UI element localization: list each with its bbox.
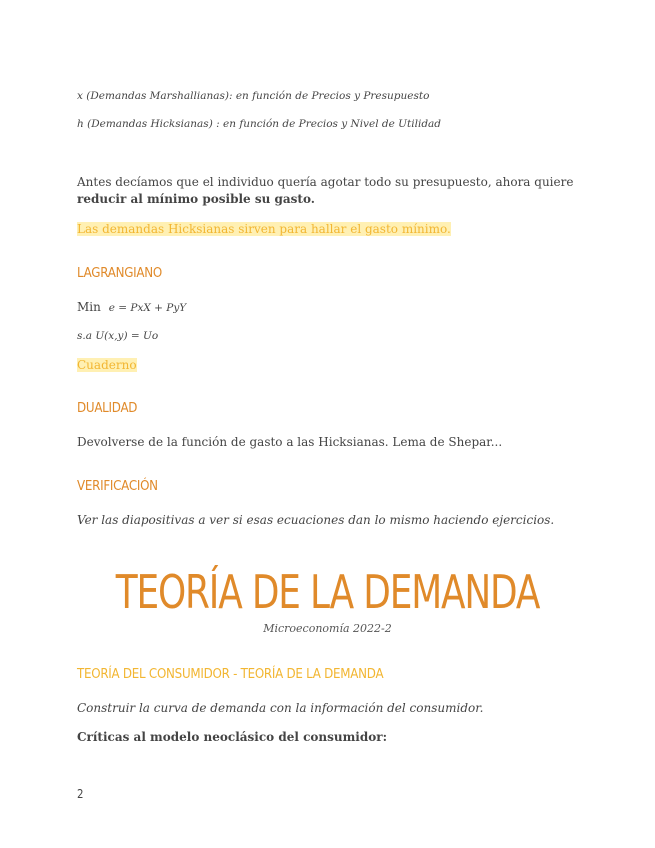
heading-dualidad: DUALIDAD — [77, 400, 138, 416]
paragraph-gasto — [77, 174, 577, 208]
min-formula: e = PxX + PyY — [108, 302, 187, 314]
verificacion-text: Ver las diapositivas a ver si esas ecuaciones dan lo mismo haciendo ejercicios. — [77, 513, 555, 527]
min-label: Min — [77, 300, 101, 314]
hicksian-demand-line: h (Demandas Hicksianas) : en función de Precios y Nivel de Utilidad — [77, 118, 442, 130]
paragraph-bold-text: reducir al mínimo posible su gasto. — [77, 192, 315, 206]
constraint-formula: s.a U(x,y) = Uo — [77, 330, 159, 342]
cuaderno-text: Cuaderno — [77, 358, 137, 372]
min-expression — [77, 299, 186, 317]
curva-demanda-text: Construir la curva de demanda con la información del consumidor. — [77, 701, 484, 715]
dualidad-text: Devolverse de la función de gasto a las Hicksianas. Lema de Shepar... — [77, 435, 503, 449]
marshallian-demand-line: x (Demandas Marshallianas): en función de Precios y Presupuesto — [77, 90, 430, 102]
criticas-text: Críticas al modelo neoclásico del consumidor: — [77, 730, 388, 744]
highlight-text: Las demandas Hicksianas sirven para hallar el gasto mínimo. — [77, 222, 451, 236]
page-number: 2 — [77, 787, 84, 801]
paragraph-text: Antes decíamos que el individuo quería agotar todo su presupuesto, ahora quiere — [77, 175, 574, 189]
heading-teoria-consumidor: TEORÍA DEL CONSUMIDOR - TEORÍA DE LA DEMANDA — [77, 666, 384, 682]
heading-verificacion: VERIFICACIÓN — [77, 478, 158, 494]
cuaderno-note — [77, 357, 137, 374]
document-title: TEORÍA DE LA DEMANDA — [115, 565, 540, 619]
heading-lagrangiano: LAGRANGIANO — [77, 265, 162, 281]
highlight-hicksianas — [77, 221, 451, 238]
document-subtitle: Microeconomía 2022-2 — [263, 622, 392, 635]
